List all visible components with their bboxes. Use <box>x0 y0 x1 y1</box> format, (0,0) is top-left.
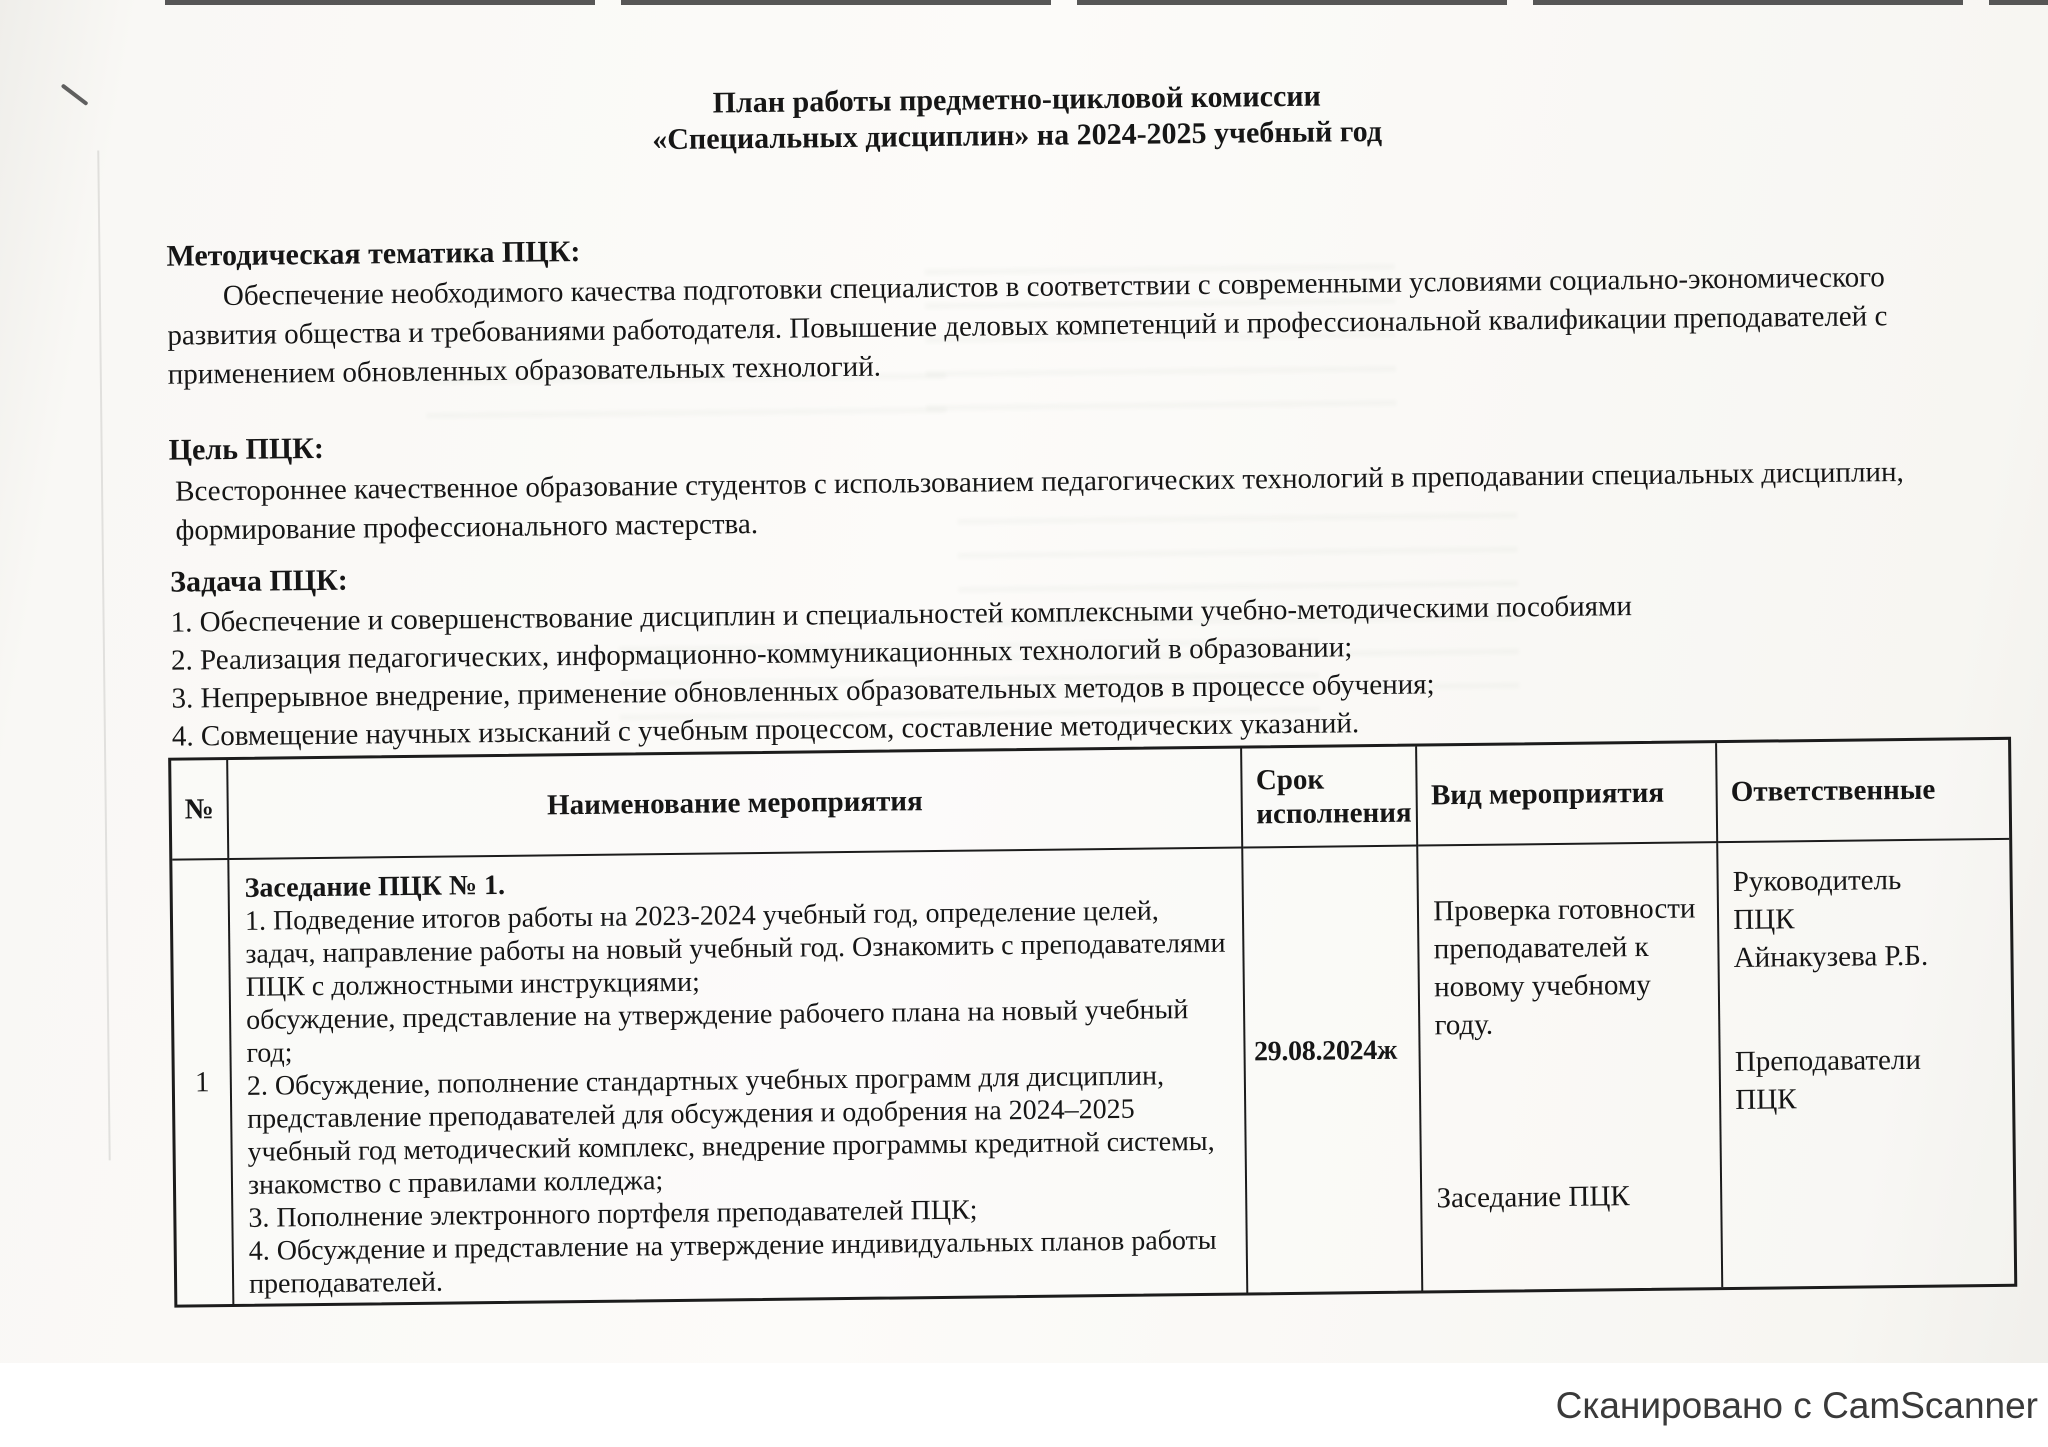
heading-methodical-theme: Методическая тематика ПЦК: <box>166 235 581 273</box>
header-event-type: Вид мероприятия <box>1417 743 1718 846</box>
document-title-line1: План работы предметно-цикловой комиссии <box>712 79 1322 120</box>
page-edge-shadow <box>97 150 110 1160</box>
task-item-2: 2. Реализация педагогических, информационно-коммуникационных технологий в образовании; <box>170 631 1353 677</box>
header-deadline: Срок исполнения <box>1243 747 1419 849</box>
event-type-primary: Проверка готовности преподавателей к новому учебному году. <box>1433 892 1696 1042</box>
work-plan-table <box>168 737 2017 1308</box>
task-item-1: 1. Обеспечение и совершенствование дисциплин и специальностей комплексными учебно-методическими пособиями <box>170 590 1633 639</box>
table-row <box>172 840 2014 1305</box>
heading-tasks: Задача ПЦК: <box>169 563 348 599</box>
event-paragraph-3: 2. Обсуждение, пополнение стандартных учебных программ для дисциплин, представление преподавателей для обсуждения и одобрения на 2024–2025 учебный год методический комплекс, внедрение программы кредитной системы, знакомство с правилами колледжа; <box>246 1060 1215 1201</box>
responsible-secondary: Преподаватели ПЦК <box>1734 1043 1922 1116</box>
document-title-line2: «Специальных дисциплин» на 2024-2025 учебный год <box>652 114 1383 157</box>
body-goal: Всестороннее качественное образование студентов с использованием педагогических технологий в преподавании специальных дисциплин, формирование профессионального мастерства. <box>174 456 1904 547</box>
responsible-primary: Руководитель ПЦК Айнакузева Р.Б. <box>1732 864 1929 974</box>
event-type-secondary: Заседание ПЦК <box>1436 1180 1630 1215</box>
header-number: № <box>171 760 229 861</box>
heading-goal: Цель ПЦК: <box>168 431 325 467</box>
cell-deadline <box>1244 847 1424 1293</box>
cell-event-name <box>229 849 1248 1304</box>
scanner-credit-text: Сканировано с CamScanner <box>1555 1385 2038 1426</box>
event-paragraph-1: 1. Подведение итогов работы на 2023-2024 учебный год, определение целей, задач, направление работы на новый учебный год. Ознакомить с преподавателями ПЦК с должностными инструкциями; <box>244 895 1226 1003</box>
tasks-list <box>170 583 1992 756</box>
task-item-3: 3. Непрерывное внедрение, применение обновленных образовательных методов в процессе обучения; <box>171 668 1435 715</box>
event-paragraph-4: 3. Пополнение электронного портфеля преподавателей ПЦК; <box>248 1194 978 1234</box>
body-methodical-theme: Обеспечение необходимого качества подготовки специалистов в соответствии с современными условиями социально-экономического развития общества и требованиями работодателя. Повышение деловых компетенций и профессиональной квалификации преподавателей с применением обновленных образовательных технологий. <box>167 261 1888 391</box>
deadline-date: 29.08.2024ж <box>1253 1034 1398 1068</box>
header-event-name: Наименование мероприятия <box>228 749 1244 861</box>
cell-row-number: 1 <box>172 860 234 1305</box>
event-title: Заседание ПЦК № 1. <box>244 869 506 904</box>
event-paragraph-5: 4. Обсуждение и представление на утверждение индивидуальных планов работы преподавателей. <box>248 1224 1217 1300</box>
task-item-4: 4. Совмещение научных изысканий с учебным процессом, составление методических указаний. <box>171 707 1360 753</box>
cell-event-type <box>1419 843 1724 1290</box>
event-paragraph-2: обсуждение, представление на утверждение рабочего плана на новый учебный год; <box>245 994 1189 1069</box>
cell-responsible <box>1718 840 2014 1287</box>
header-responsible: Ответственные <box>1717 740 2009 843</box>
